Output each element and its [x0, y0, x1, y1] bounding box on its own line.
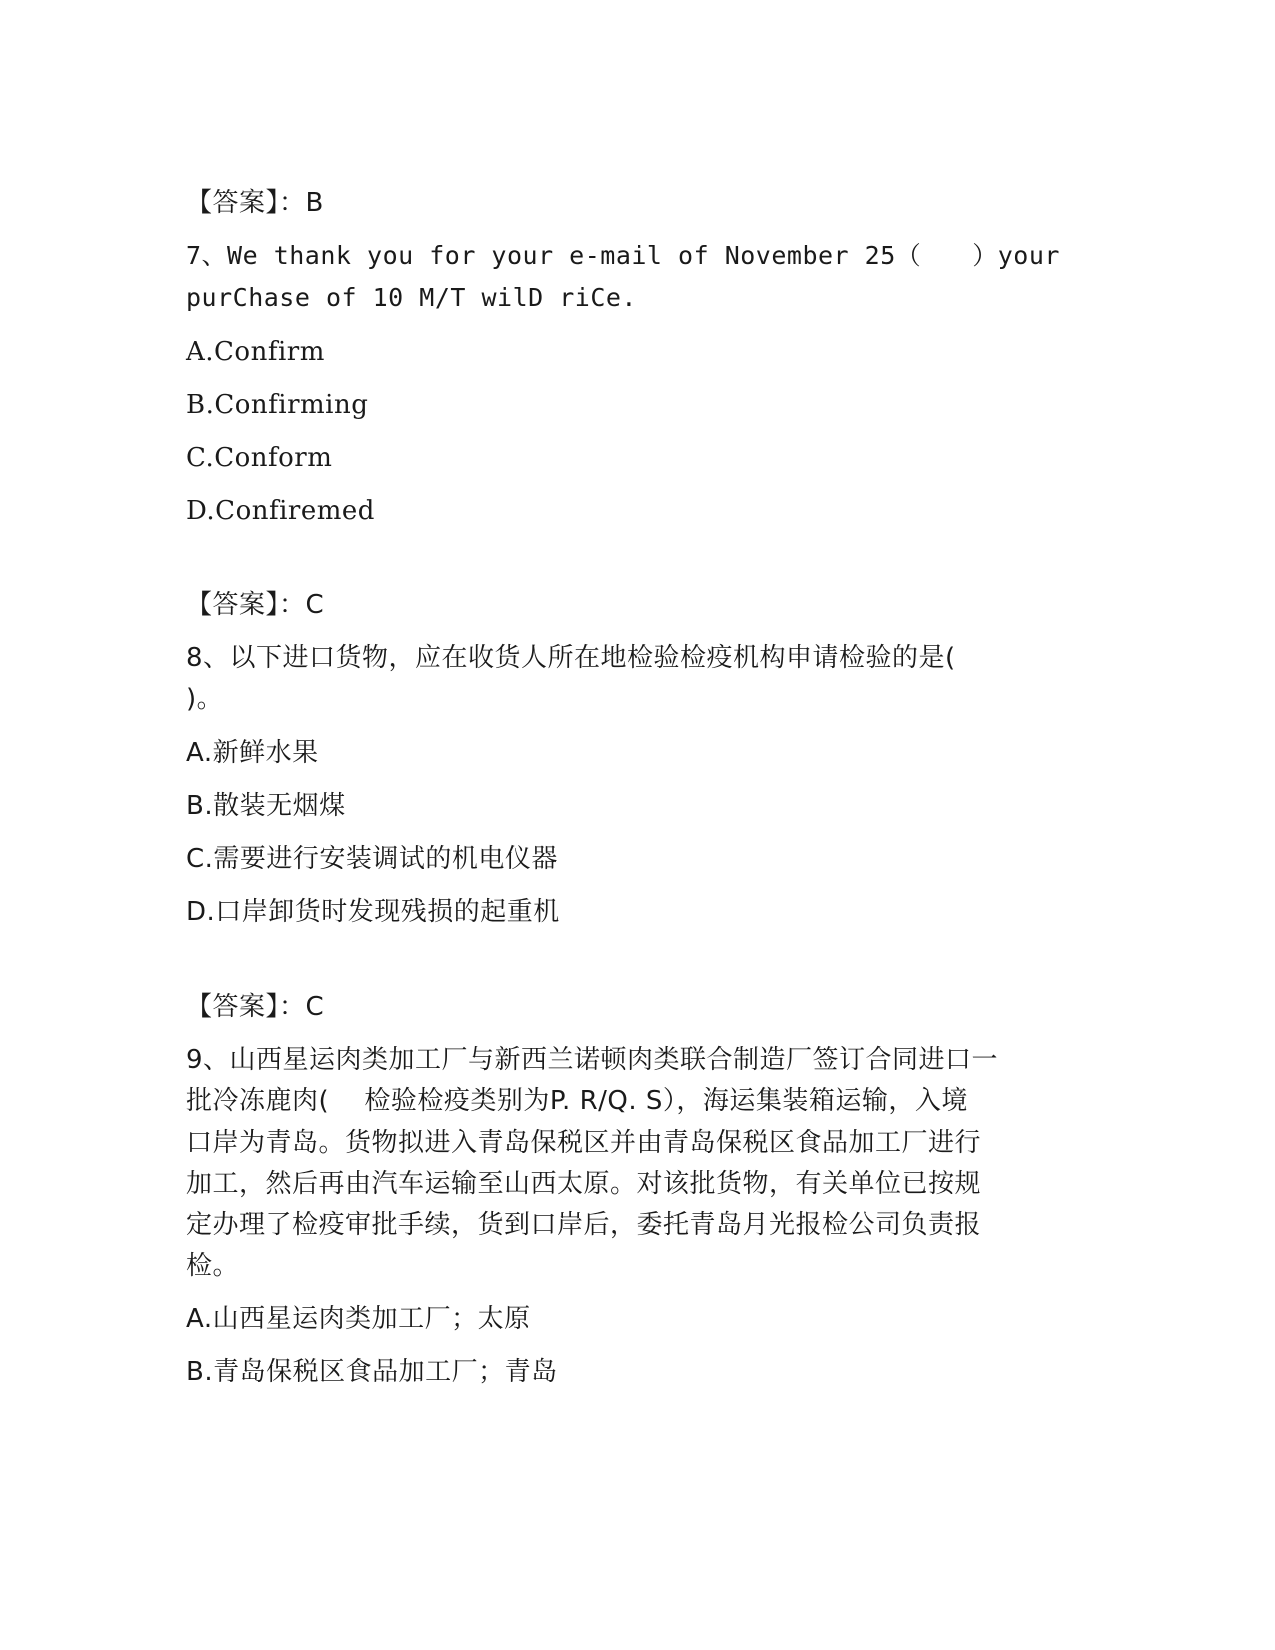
answer-q6: 【答案】：B [186, 188, 324, 218]
q7-option-b: B.Confirming [186, 390, 369, 420]
q9-option-a: A.山西星运肉类加工厂；太原 [186, 1304, 531, 1334]
question-8-line-1: 8、以下进口货物，应在收货人所在地检验检疫机构申请检验的是( [186, 643, 956, 673]
q8-option-c: C.需要进行安装调试的机电仪器 [186, 844, 558, 874]
q7-option-c: C.Conform [186, 443, 333, 473]
question-9-line-5: 定办理了检疫审批手续，货到口岸后，委托青岛月光报检公司负责报 [186, 1210, 982, 1240]
q7-option-a: A.Confirm [186, 337, 325, 367]
question-8-line-2: )。 [186, 684, 224, 714]
q9-option-b: B.青岛保税区食品加工厂；青岛 [186, 1357, 558, 1387]
q7-option-d: D.Confiremed [186, 496, 375, 526]
q8-option-d: D.口岸卸货时发现残损的起重机 [186, 897, 560, 927]
question-7-line-1: 7、We thank you for your e-mail of November 25（ ）your [186, 241, 1060, 270]
question-9-line-4: 加工，然后再由汽车运输至山西太原。对该批货物，有关单位已按规 [186, 1169, 982, 1199]
q8-option-b: B.散装无烟煤 [186, 791, 346, 821]
question-9-line-2: 批冷冻鹿肉( 检验检疫类别为P. R/Q. S），海运集装箱运输，入境 [186, 1086, 968, 1116]
answer-q7: 【答案】：C [186, 590, 325, 620]
question-9-line-6: 检。 [186, 1251, 240, 1281]
question-9-line-3: 口岸为青岛。货物拟进入青岛保税区并由青岛保税区食品加工厂进行 [186, 1128, 982, 1158]
question-9-line-1: 9、山西星运肉类加工厂与新西兰诺顿肉类联合制造厂签订合同进口一 [186, 1045, 999, 1075]
q8-option-a: A.新鲜水果 [186, 738, 319, 768]
question-7-line-2: purChase of 10 M/T wilD riCe. [186, 283, 637, 312]
answer-q8: 【答案】：C [186, 992, 325, 1022]
